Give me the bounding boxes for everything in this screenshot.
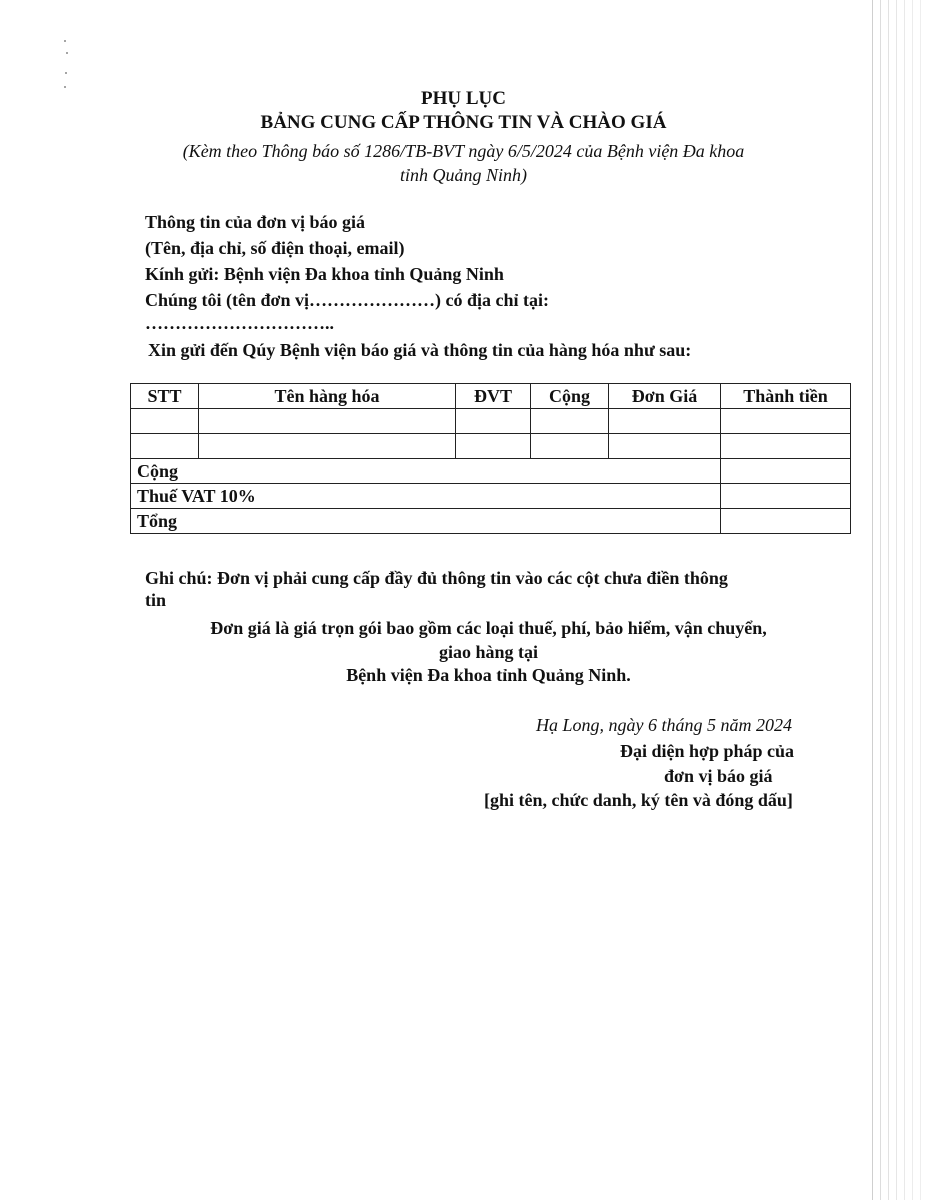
total-value (721, 509, 851, 534)
table-cell (456, 434, 531, 459)
scan-speck (66, 52, 68, 54)
total-label: Tổng (131, 509, 721, 534)
note-line-1: Ghi chú: Đơn vị phải cung cấp đầy đủ thông tin vào các cột chưa điền thông (145, 568, 728, 588)
table-cell (199, 409, 456, 434)
table-cell (609, 409, 721, 434)
quote-table (130, 383, 851, 534)
address-dots: ………………………….. (145, 313, 334, 333)
vat-label: Thuế VAT 10% (131, 484, 721, 509)
note-line-5: Bệnh viện Đa khoa tỉnh Quảng Ninh. (346, 665, 631, 685)
table-cell (721, 434, 851, 459)
subtotal-value (721, 459, 851, 484)
table-cell (721, 409, 851, 434)
scan-speck (65, 72, 67, 74)
vat-value (721, 484, 851, 509)
table-cell (131, 409, 199, 434)
total-row (131, 509, 851, 534)
supplier-info-fields: (Tên, địa chỉ, số điện thoại, email) (145, 238, 405, 258)
form-title: BẢNG CUNG CẤP THÔNG TIN VÀ CHÀO GIÁ (260, 112, 667, 133)
note-line-2: tin (145, 590, 167, 610)
note-line-3: Đơn giá là giá trọn gói bao gồm các loại thuế, phí, bảo hiểm, vận chuyển, (210, 618, 767, 638)
table-cell (531, 409, 609, 434)
column-header-amount: Thành tiền (721, 384, 851, 409)
note-line-4: giao hàng tại (438, 642, 539, 662)
table-row (131, 434, 851, 459)
signatory-title-2: đơn vị báo giá (664, 766, 773, 786)
supplier-address-line: Chúng tôi (tên đơn vị…………………) có địa chỉ tại: (145, 290, 549, 310)
recipient-line: Kính gửi: Bệnh viện Đa khoa tỉnh Quảng Ninh (145, 264, 504, 284)
vat-row (131, 484, 851, 509)
table-row (131, 409, 851, 434)
appendix-title: PHỤ LỤC (421, 88, 506, 109)
signatory-title-1: Đại diện hợp pháp của (620, 741, 795, 761)
table-cell (456, 409, 531, 434)
scan-speck (64, 40, 66, 42)
column-header-quantity: Cộng (531, 384, 609, 409)
table-cell (609, 434, 721, 459)
subtotal-label: Cộng (131, 459, 721, 484)
place-date: Hạ Long, ngày 6 tháng 5 năm 2024 (536, 715, 792, 735)
column-header-item-name: Tên hàng hóa (199, 384, 456, 409)
table-header-row (131, 384, 851, 409)
table-cell (199, 434, 456, 459)
reference-line-1: (Kèm theo Thông báo số 1286/TB-BVT ngày 6/5/2024 của Bệnh viện Đa khoa (182, 141, 745, 161)
quote-intro: Xin gửi đến Qúy Bệnh viện báo giá và thông tin của hàng hóa như sau: (148, 340, 692, 360)
subtotal-row (131, 459, 851, 484)
supplier-info-heading: Thông tin của đơn vị báo giá (145, 212, 366, 232)
column-header-stt: STT (131, 384, 199, 409)
column-header-unit-price: Đơn Giá (609, 384, 721, 409)
table-cell (531, 434, 609, 459)
column-header-unit: ĐVT (456, 384, 531, 409)
reference-line-2: tỉnh Quảng Ninh) (399, 165, 527, 185)
table-cell (131, 434, 199, 459)
signature-instruction: [ghi tên, chức danh, ký tên và đóng dấu] (484, 790, 793, 810)
